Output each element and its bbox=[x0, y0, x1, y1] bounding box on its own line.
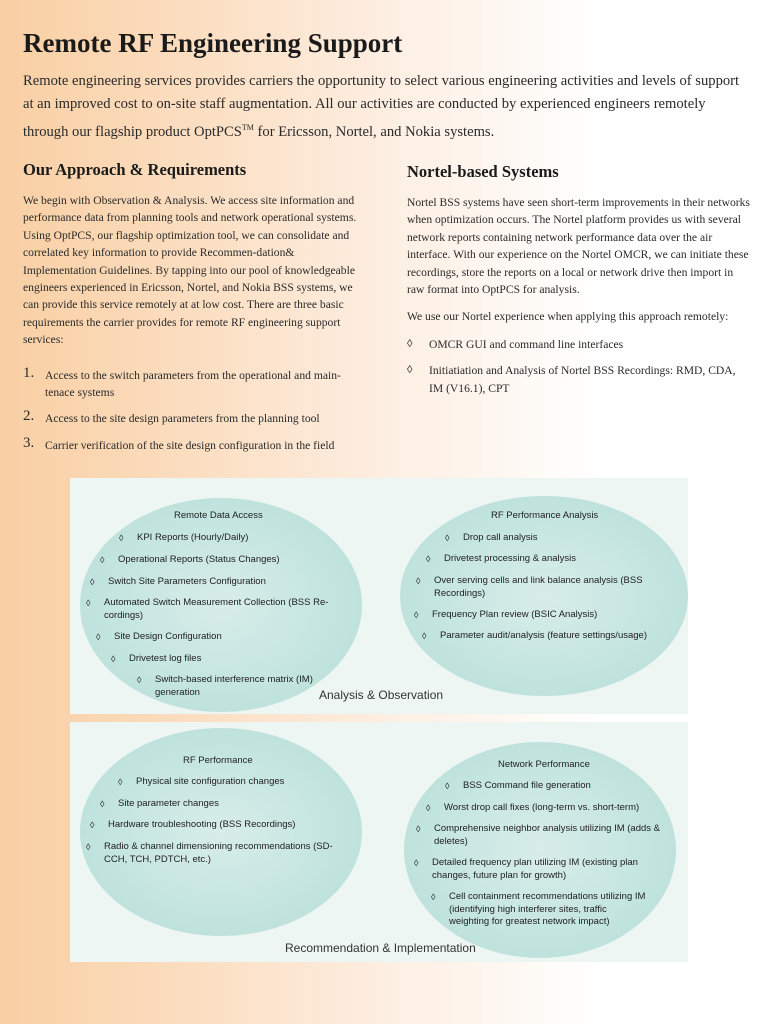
remote-data-item-text: Automated Switch Measurement Collection (BSS Re-cordings) bbox=[104, 597, 329, 621]
rf-performance-item bbox=[100, 798, 348, 811]
approach-heading: Our Approach & Requirements bbox=[23, 160, 247, 179]
recommendation-implementation-panel bbox=[70, 722, 688, 962]
remote-data-item bbox=[111, 653, 329, 666]
recommendation-implementation-caption: Recommendation & Implementation bbox=[285, 941, 476, 955]
diamond-bullet-icon: ◊ bbox=[416, 824, 421, 834]
remote-data-item bbox=[90, 576, 358, 589]
network-performance-item-text: BSS Command file generation bbox=[463, 780, 591, 791]
diamond-bullet-icon: ◊ bbox=[90, 820, 95, 830]
diamond-bullet-icon: ◊ bbox=[422, 631, 427, 641]
rf-analysis-item-text: Frequency Plan review (BSIC Analysis) bbox=[432, 609, 598, 620]
analysis-observation-panel bbox=[70, 478, 688, 714]
requirements-list bbox=[23, 364, 363, 455]
network-performance-item bbox=[416, 823, 676, 848]
rf-analysis-item-text: Over serving cells and link balance analysis (BSS Recordings) bbox=[434, 575, 643, 599]
rf-performance-item bbox=[118, 776, 366, 789]
intro-text: Remote engineering services provides carriers the opportunity to select various engineering activities and levels of support at an improved cost to on-site staff augmentation. All our activities are conducted by experienced engineers remotely through our flagship product OptPCS bbox=[23, 73, 740, 140]
rf-performance-item-text: Hardware troubleshooting (BSS Recordings) bbox=[108, 819, 296, 830]
rf-performance-item-text: Site parameter changes bbox=[118, 798, 219, 809]
network-performance-item-text: Detailed frequency plan utilizing IM (existing plan changes, future plan for growth) bbox=[432, 857, 638, 881]
nortel-item bbox=[407, 362, 752, 397]
rf-performance-item bbox=[90, 819, 348, 832]
trademark-mark: TM bbox=[241, 123, 254, 132]
requirement-number: 3. bbox=[23, 434, 35, 451]
rf-analysis-item bbox=[414, 609, 662, 622]
diamond-bullet-icon: ◊ bbox=[445, 781, 450, 791]
diamond-bullet-icon: ◊ bbox=[414, 858, 419, 868]
network-performance-item-text: Cell containment recommendations utilizing IM (identifying high interferer sites, traffic weighting for greatest network impact) bbox=[449, 891, 646, 927]
requirement-text: Access to the site design parameters from the planning tool bbox=[45, 412, 320, 426]
diamond-bullet-icon: ◊ bbox=[431, 892, 436, 902]
remote-data-item-text: KPI Reports (Hourly/Daily) bbox=[137, 532, 249, 543]
nortel-section bbox=[407, 160, 752, 406]
remote-data-item-text: Switch-based interference matrix (IM) generation bbox=[155, 674, 313, 698]
diamond-bullet-icon: ◊ bbox=[119, 533, 124, 543]
diamond-bullet-icon: ◊ bbox=[137, 675, 142, 685]
requirement-item bbox=[23, 364, 363, 402]
rf-analysis-item bbox=[426, 553, 664, 566]
diamond-bullet-icon: ◊ bbox=[111, 654, 116, 664]
nortel-paragraph-2: We use our Nortel experience when applying this approach remotely: bbox=[407, 310, 729, 324]
network-performance-title: Network Performance bbox=[498, 759, 590, 770]
remote-data-item-text: Operational Reports (Status Changes) bbox=[118, 554, 280, 565]
rf-performance-item-text: Physical site configuration changes bbox=[136, 776, 285, 787]
remote-data-item-text: Site Design Configuration bbox=[114, 631, 222, 642]
network-performance-item bbox=[431, 891, 649, 929]
network-performance-item bbox=[414, 857, 662, 882]
nortel-item-text: OMCR GUI and command line interfaces bbox=[429, 337, 624, 351]
intro-text-end: for Ericsson, Nortel, and Nokia systems. bbox=[253, 123, 495, 140]
page-title: Remote RF Engineering Support bbox=[23, 28, 403, 58]
nortel-list bbox=[407, 336, 752, 397]
requirement-number: 2. bbox=[23, 408, 35, 425]
remote-data-item bbox=[96, 631, 344, 644]
network-performance-item bbox=[445, 780, 663, 793]
analysis-observation-caption: Analysis & Observation bbox=[319, 688, 444, 702]
remote-data-item bbox=[119, 532, 357, 545]
network-performance-item-text: Worst drop call fixes (long-term vs. short-term) bbox=[444, 802, 640, 813]
diamond-bullet-icon: ◊ bbox=[118, 777, 123, 787]
rf-analysis-item-text: Parameter audit/analysis (feature settings/usage) bbox=[440, 630, 647, 641]
remote-data-item bbox=[86, 597, 344, 622]
network-performance-item-text: Comprehensive neighbor analysis utilizing IM (adds & deletes) bbox=[434, 823, 661, 847]
rf-performance-item-text: Radio & channel dimensioning recommendations (SD-CCH, TCH, PDTCH, etc.) bbox=[104, 841, 333, 865]
requirement-item bbox=[23, 410, 363, 427]
remote-data-access-title: Remote Data Access bbox=[174, 510, 263, 521]
remote-data-item-text: Drivetest log files bbox=[129, 653, 202, 664]
requirement-number: 1. bbox=[23, 364, 35, 381]
intro-paragraph bbox=[23, 70, 745, 144]
approach-section bbox=[23, 160, 363, 463]
nortel-paragraph: Nortel BSS systems have seen short-term improvements in their networks when optimization occurs. The Nortel platform provides us with several network reports containing network performance data over the air interface. With our experience on the Nortel OMCR, we can initiate these recordings, store the reports on a local or network drive then import in raw format into OptPCS for analysis. bbox=[407, 196, 750, 297]
nortel-heading: Nortel-based Systems bbox=[407, 162, 559, 181]
rf-performance-item bbox=[86, 841, 348, 866]
rf-analysis-item-text: Drivetest processing & analysis bbox=[444, 553, 576, 564]
diamond-bullet-icon: ◊ bbox=[86, 598, 91, 608]
diamond-bullet-icon: ◊ bbox=[96, 632, 101, 642]
remote-data-item bbox=[137, 674, 315, 699]
diamond-bullet-icon: ◊ bbox=[407, 364, 413, 377]
diamond-bullet-icon: ◊ bbox=[426, 803, 431, 813]
requirement-item bbox=[23, 434, 363, 454]
rf-analysis-item bbox=[422, 630, 680, 643]
rf-performance-title: RF Performance bbox=[183, 755, 253, 766]
remote-data-item bbox=[100, 554, 358, 567]
rf-analysis-item bbox=[445, 532, 663, 545]
diamond-bullet-icon: ◊ bbox=[86, 842, 91, 852]
diamond-bullet-icon: ◊ bbox=[445, 533, 450, 543]
rf-performance-analysis-title: RF Performance Analysis bbox=[491, 510, 599, 521]
diamond-bullet-icon: ◊ bbox=[426, 554, 431, 564]
diamond-bullet-icon: ◊ bbox=[100, 799, 105, 809]
diamond-bullet-icon: ◊ bbox=[414, 610, 419, 620]
requirement-text: Access to the switch parameters from the operational and main-tenace systems bbox=[45, 368, 341, 400]
requirement-text: Carrier verification of the site design configuration in the field bbox=[45, 438, 335, 452]
approach-paragraph: We begin with Observation & Analysis. We access site information and performance data from planning tools and network operational systems. Using OptPCS, our flagship optimization tool, we can consolidate and correlated key information to provide Recommen-dation& Implementation Guidelines. By tapping into our pool of knowledgeable engineers experienced in Ericsson, Nortel, and Nokia BSS systems, we can provide this service remotely at at low cost. There are three basic requirements the carrier provides for remote RF engineering support services: bbox=[23, 194, 357, 347]
diamond-bullet-icon: ◊ bbox=[407, 337, 413, 350]
nortel-item bbox=[407, 336, 752, 353]
diamond-bullet-icon: ◊ bbox=[100, 555, 105, 565]
nortel-item-text: Initiatiation and Analysis of Nortel BSS Recordings: RMD, CDA, IM (V16.1), CPT bbox=[429, 364, 736, 395]
rf-analysis-item-text: Drop call analysis bbox=[463, 532, 538, 543]
diamond-bullet-icon: ◊ bbox=[90, 577, 95, 587]
diamond-bullet-icon: ◊ bbox=[416, 576, 421, 586]
network-performance-item bbox=[426, 802, 664, 815]
rf-analysis-item bbox=[416, 575, 664, 600]
remote-data-item-text: Switch Site Parameters Configuration bbox=[108, 576, 266, 587]
